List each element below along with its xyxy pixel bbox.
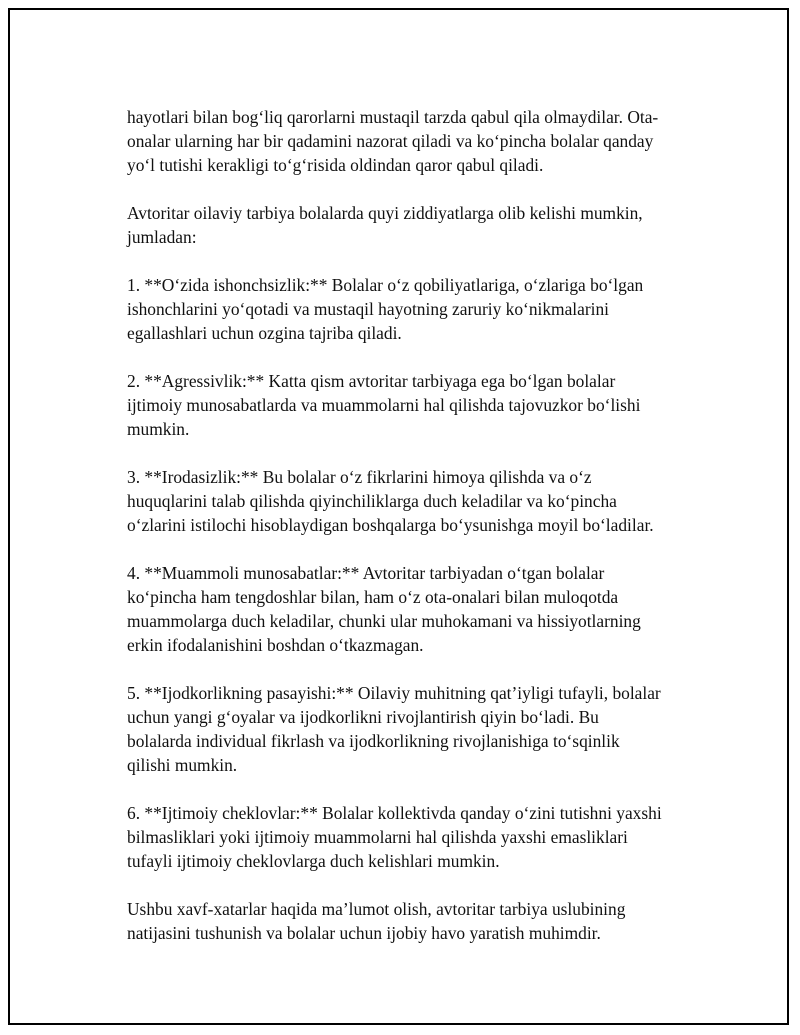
text-line: bolalarda individual fikrlash va ijodkorlikning rivojlanishiga toʻsqinlik [127, 731, 620, 751]
text-line: 4. **Muammoli munosabatlar:** Avtoritar tarbiyadan oʻtgan bolalar [127, 563, 605, 583]
list-item-5 [127, 681, 707, 777]
text-line: 3. **Irodasizlik:** Bu bolalar oʻz fikrlarini himoya qilishda va oʻz [127, 467, 592, 487]
list-item-3 [127, 465, 707, 537]
text-line: egallashlari uchun ozgina tajriba qiladi. [127, 323, 402, 343]
text-line: ijtimoiy munosabatlarda va muammolarni hal qilishda tajovuzkor boʻlishi [127, 395, 641, 415]
text-line: Avtoritar oilaviy tarbiya bolalarda quyi ziddiyatlarga olib kelishi mumkin, [127, 203, 643, 223]
text-line: 1. **Oʻzida ishonchsizlik:** Bolalar oʻz qobiliyatlariga, oʻzlariga boʻlgan [127, 275, 644, 295]
text-line: hayotlari bilan bogʻliq qarorlarni mustaqil tarzda qabul qila olmaydilar. Ota- [127, 107, 659, 127]
list-item-1 [127, 273, 707, 345]
list-item-2 [127, 369, 707, 441]
page-frame [8, 8, 789, 1025]
list-item-6 [127, 801, 707, 873]
text-line: bilmasliklari yoki ijtimoiy muammolarni hal qilishda yaxshi emasliklari [127, 827, 628, 847]
text-line: 6. **Ijtimoiy cheklovlar:** Bolalar kollektivda qanday oʻzini tutishni yaxshi [127, 803, 662, 823]
text-line: oʻzlarini istilochi hisoblaydigan boshqalarga boʻysunishga moyil boʻladilar. [127, 515, 654, 535]
paragraph-conclusion [127, 897, 707, 945]
text-line: koʻpincha ham tengdoshlar bilan, ham oʻz ota-onalari bilan muloqotda [127, 587, 619, 607]
text-line: jumladan: [127, 227, 197, 247]
text-line: 5. **Ijodkorlikning pasayishi:** Oilaviy muhitning qatʼiyligi tufayli, bolalar [127, 683, 661, 703]
text-line: ishonchlarini yoʻqotadi va mustaqil hayotning zaruriy koʻnikmalarini [127, 299, 609, 319]
text-line: qilishi mumkin. [127, 755, 238, 775]
text-line: muammolarga duch keladilar, chunki ular muhokamani va hissiyotlarning [127, 611, 641, 631]
paragraph-list-intro [127, 201, 707, 249]
text-line: huquqlarini talab qilishda qiyinchiliklarga duch keladilar va koʻpincha [127, 491, 617, 511]
text-line: uchun yangi gʻoyalar va ijodkorlikni rivojlantirish qiyin boʻladi. Bu [127, 707, 599, 727]
text-line: mumkin. [127, 419, 190, 439]
text-line: 2. **Agressivlik:** Katta qism avtoritar tarbiyaga ega boʻlgan bolalar [127, 371, 616, 391]
document-body [127, 105, 707, 945]
text-line: natijasini tushunish va bolalar uchun ijobiy havo yaratish muhimdir. [127, 923, 601, 943]
list-item-4 [127, 561, 707, 657]
paragraph-intro-continuation [127, 105, 707, 177]
text-line: onalar ularning har bir qadamini nazorat qiladi va koʻpincha bolalar qanday [127, 131, 654, 151]
text-line: tufayli ijtimoiy cheklovlarga duch kelishlari mumkin. [127, 851, 500, 871]
text-line: erkin ifodalanishini boshdan oʻtkazmagan. [127, 635, 424, 655]
text-line: Ushbu xavf-xatarlar haqida maʼlumot olish, avtoritar tarbiya uslubining [127, 899, 626, 919]
text-line: yoʻl tutishi kerakligi toʻgʻrisida oldindan qaror qabul qiladi. [127, 155, 544, 175]
